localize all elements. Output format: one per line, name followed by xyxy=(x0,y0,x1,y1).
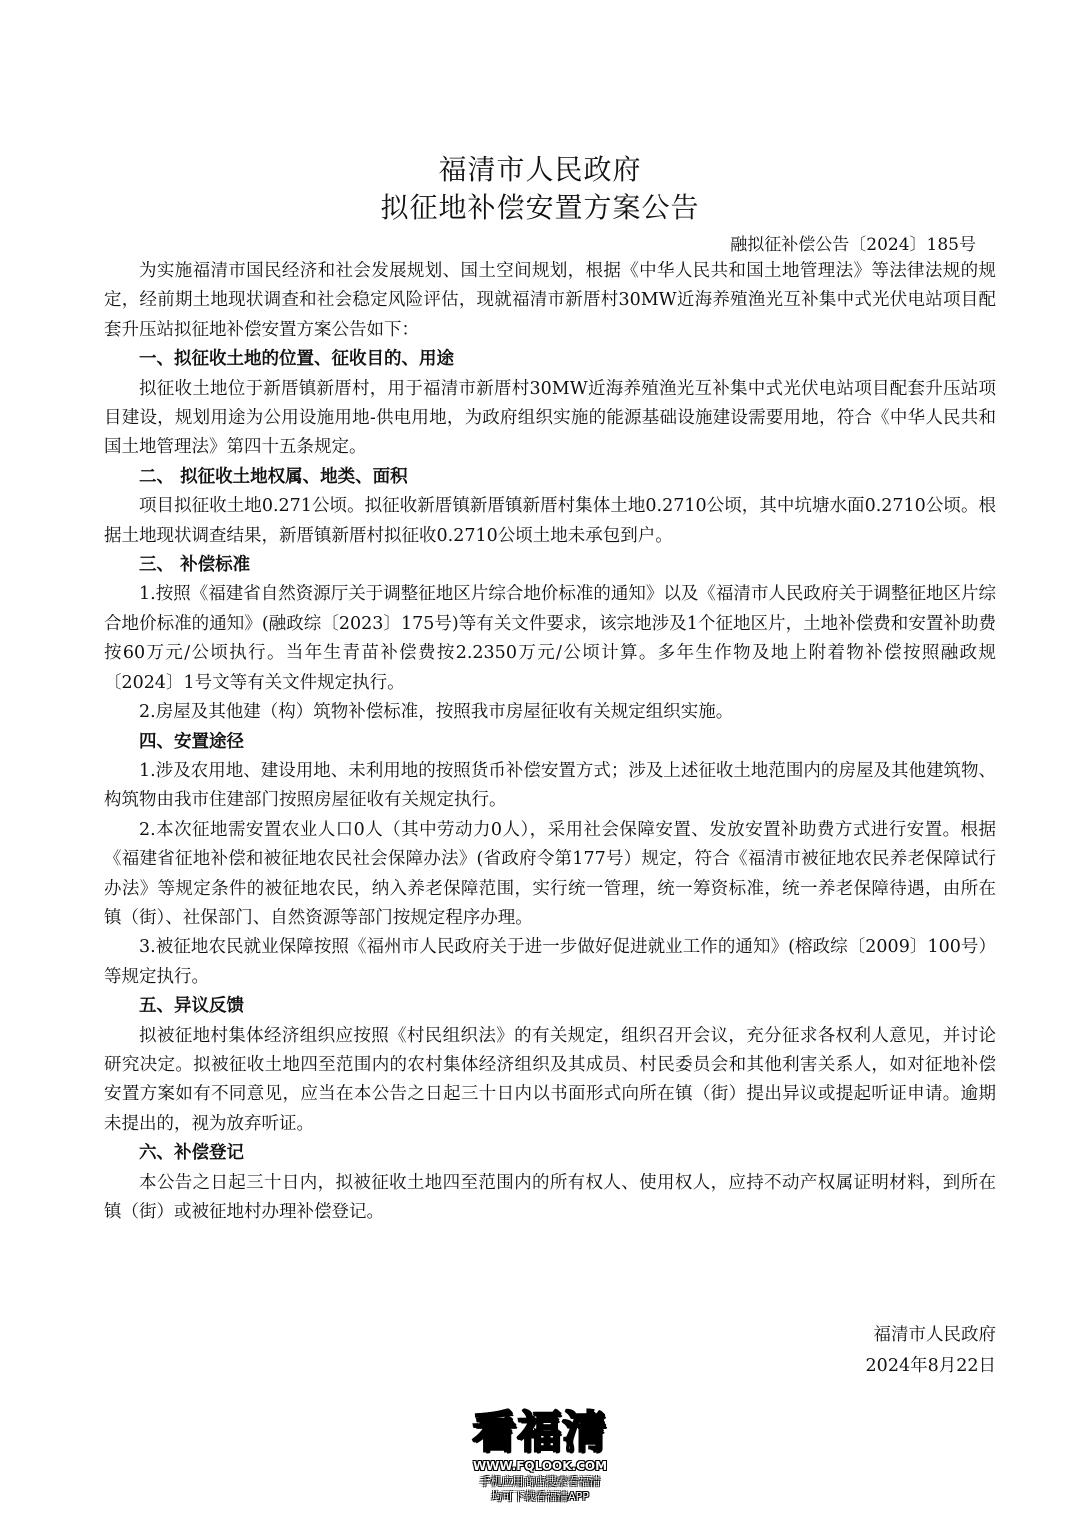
document-title-line2: 拟征地补偿安置方案公告 xyxy=(380,191,700,224)
watermark-line1: 手机应用商店搜索看福清 xyxy=(479,1475,601,1488)
watermark-url: WWW.FQLOOK.COM xyxy=(472,1459,608,1473)
watermark xyxy=(440,1408,640,1523)
section-paragraph: 本公告之日起三十日内，拟被征收土地四至范围内的所有权人、使用权人，应持不动产权属证明材料，到所在镇（街）或被征地村办理补偿登记。 xyxy=(104,1172,996,1222)
signature-block xyxy=(866,1320,996,1382)
intro-paragraph: 为实施福清市国民经济和社会发展规划、国土空间规划，根据《中华人民共和国土地管理法》等法律法规的规定，经前期土地现状调查和社会稳定风险评估，现就福清市新厝村30MW近海养殖渔光互补集中式光伏电站项目配套升压站拟征地补偿安置方案公告如下： xyxy=(104,261,996,340)
watermark-line2: 均可下载看福清APP xyxy=(491,1490,589,1503)
section-heading: 五、异议反馈 xyxy=(139,996,244,1017)
section-heading: 四、安置途径 xyxy=(139,731,244,752)
section-paragraph: 2.本次征地需安置农业人口0人（其中劳动力0人），采用社会保障安置、发放安置补助费方式进行安置。根据《福建省征地补偿和被征地农民社会保障办法》(省政府令第177号）规定，符合《福清市被征地农民养老保障试行办法》等规定条件的被征地农民，纳入养老保障范围，实行统一管理，统一筹资标准，统一养老保障待遇，由所在镇（街）、社保部门、自然资源等部门按规定程序办理。 xyxy=(104,819,996,928)
section-paragraph: 拟征收土地位于新厝镇新厝村，用于福清市新厝村30MW近海养殖渔光互补集中式光伏电站项目配套升压站项目建设，规划用途为公用设施用地-供电用地，为政府组织实施的能源基础设施建设需要用地，符合《中华人民共和国土地管理法》第四十五条规定。 xyxy=(104,378,996,458)
section-heading: 六、补偿登记 xyxy=(139,1143,244,1164)
section-paragraph: 拟被征地村集体经济组织应按照《村民组织法》的有关规定，组织召开会议，充分征求各权利人意见，并讨论研究决定。拟被征收土地四至范围内的农村集体经济组织及其成员、村民委员会和其他利害关系人，如对征地补偿安置方案如有不同意见，应当在本公告之日起三十日内以书面形式向所在镇（街）提出异议或提起听证申请。逾期未提出的，视为放弃听证。 xyxy=(104,1025,996,1134)
section-paragraph: 项目拟征收土地0.271公顷。拟征收新厝镇新厝镇新厝村集体土地0.2710公顷，其中坑塘水面0.2710公顷。根据土地现状调查结果，新厝镇新厝村拟征收0.2710公顷土地未承包到户。 xyxy=(104,496,996,546)
signature-org: 福清市人民政府 xyxy=(873,1325,996,1345)
section-paragraph: 1.涉及农用地、建设用地、未利用地的按照货币补偿安置方式；涉及上述征收土地范围内的房屋及其他建筑物、构筑物由我市住建部门按照房屋征收有关规定执行。 xyxy=(104,760,996,811)
section-heading: 三、 补偿标准 xyxy=(139,555,251,576)
document-title-line1: 福清市人民政府 xyxy=(438,153,642,186)
document-body xyxy=(104,257,996,1227)
signature-date: 2024年8月22日 xyxy=(865,1356,996,1376)
section-paragraph: 3.被征地农民就业保障按照《福州市人民政府关于进一步做好促进就业工作的通知》(榕政综〔2009〕100号）等规定执行。 xyxy=(104,937,996,987)
section-paragraph: 1.按照《福建省自然资源厅关于调整征地区片综合地价标准的通知》以及《福清市人民政府关于调整征地区片综合地价标准的通知》(融政综〔2023〕175号)等有关文件要求，该宗地涉及1个征地区片，土地补偿费和安置补助费按60万元/公顷执行。当年生青苗补偿费按2.2350万元/公顷计算。多年生作物及地上附着物补偿按照融政规〔2024〕1号文等有关文件规定执行。 xyxy=(104,584,996,693)
watermark-logo: 看福清 xyxy=(472,1407,608,1458)
section-heading: 一、拟征收土地的位置、征收目的、用途 xyxy=(139,349,454,370)
section-paragraph: 2.房屋及其他建（构）筑物补偿标准，按照我市房屋征收有关规定组织实施。 xyxy=(139,702,734,723)
document-number: 融拟征补偿公告〔2024〕185号 xyxy=(730,235,976,255)
section-heading: 二、 拟征收土地权属、地类、面积 xyxy=(139,466,408,487)
